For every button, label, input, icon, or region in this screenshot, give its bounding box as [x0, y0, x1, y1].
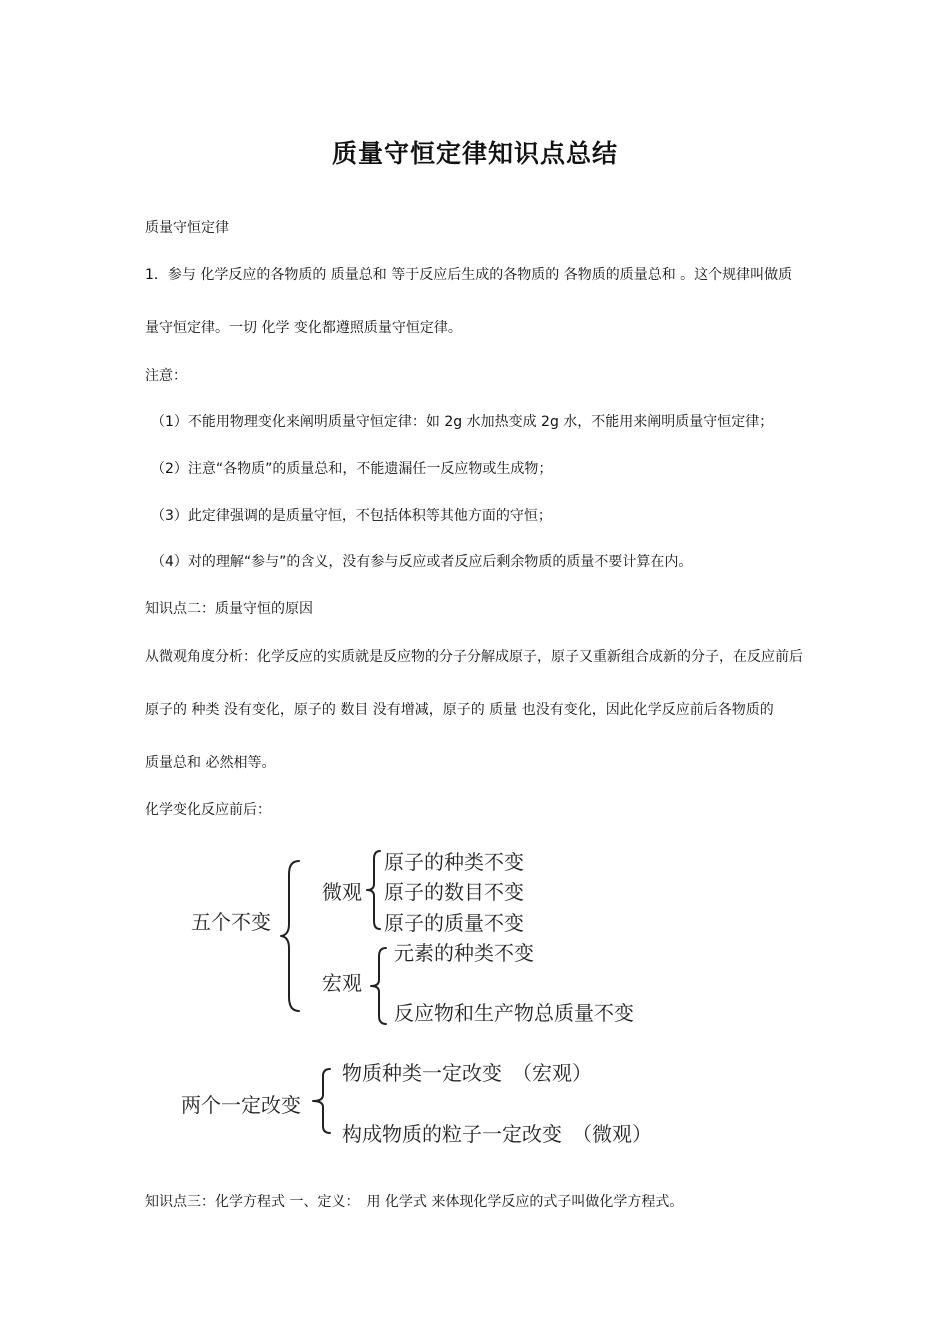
micro-label: 微观: [322, 880, 362, 904]
micro-item: 原子的数目不变: [384, 880, 524, 904]
section-heading-law: 质量守恒定律: [145, 220, 229, 236]
note-item: （4）对的理解“参与”的含义，没有参与反应或者反应后剩余物质的质量不要计算在内。: [151, 554, 693, 570]
definition-line-2: 量守恒定律。一切 化学 变化都遵照质量守恒定律。: [145, 320, 462, 336]
definition-line-1: 1．参与 化学反应的各物质的 质量总和 等于反应后生成的各物质的 各物质的质量总和 。这个规律叫做质: [145, 267, 793, 283]
reason-line-3: 质量总和 必然相等。: [145, 755, 276, 771]
change-item: 构成物质的粒子一定改变 （微观）: [342, 1122, 652, 1146]
section-3-line: 知识点三：化学方程式 一、定义： 用 化学式 来体现化学反应的式子叫做化学方程式。: [145, 1194, 684, 1210]
notes-heading: 注意：: [145, 368, 187, 384]
section-heading-reason: 知识点二：质量守恒的原因: [145, 601, 313, 617]
reason-line-2: 原子的 种类 没有变化，原子的 数目 没有增减，原子的 质量 也没有变化，因此化学反应前后各物质的: [145, 702, 774, 718]
macro-item: 反应物和生产物总质量不变: [394, 1001, 634, 1025]
page-title: 质量守恒定律知识点总结: [331, 139, 618, 168]
macro-item: 元素的种类不变: [394, 941, 534, 965]
two-changed-label: 两个一定改变: [181, 1093, 301, 1117]
change-item: 物质种类一定改变 （宏观）: [342, 1061, 592, 1085]
micro-brace-icon: [366, 850, 382, 930]
change-brace-icon: [312, 1068, 332, 1134]
note-item: （2）注意“各物质”的质量总和，不能遗漏任一反应物或生成物；: [151, 461, 553, 477]
changes-heading: 化学变化反应前后：: [145, 802, 271, 818]
five-unchanged-label: 五个不变: [191, 910, 271, 934]
micro-item: 原子的种类不变: [384, 850, 524, 874]
reason-line-1: 从微观角度分析：化学反应的实质就是反应物的分子分解成原子，原子又重新组合成新的分子，在反应前后: [145, 649, 803, 665]
large-brace-icon: [280, 860, 302, 1012]
macro-brace-icon: [370, 947, 388, 1025]
note-item: （3）此定律强调的是质量守恒，不包括体积等其他方面的守恒；: [151, 508, 552, 524]
micro-item: 原子的质量不变: [384, 911, 524, 935]
note-item: （1）不能用物理变化来阐明质量守恒定律：如 2g 水加热变成 2g 水，不能用来阐明质量守恒定律；: [151, 414, 774, 430]
macro-label: 宏观: [322, 971, 362, 995]
